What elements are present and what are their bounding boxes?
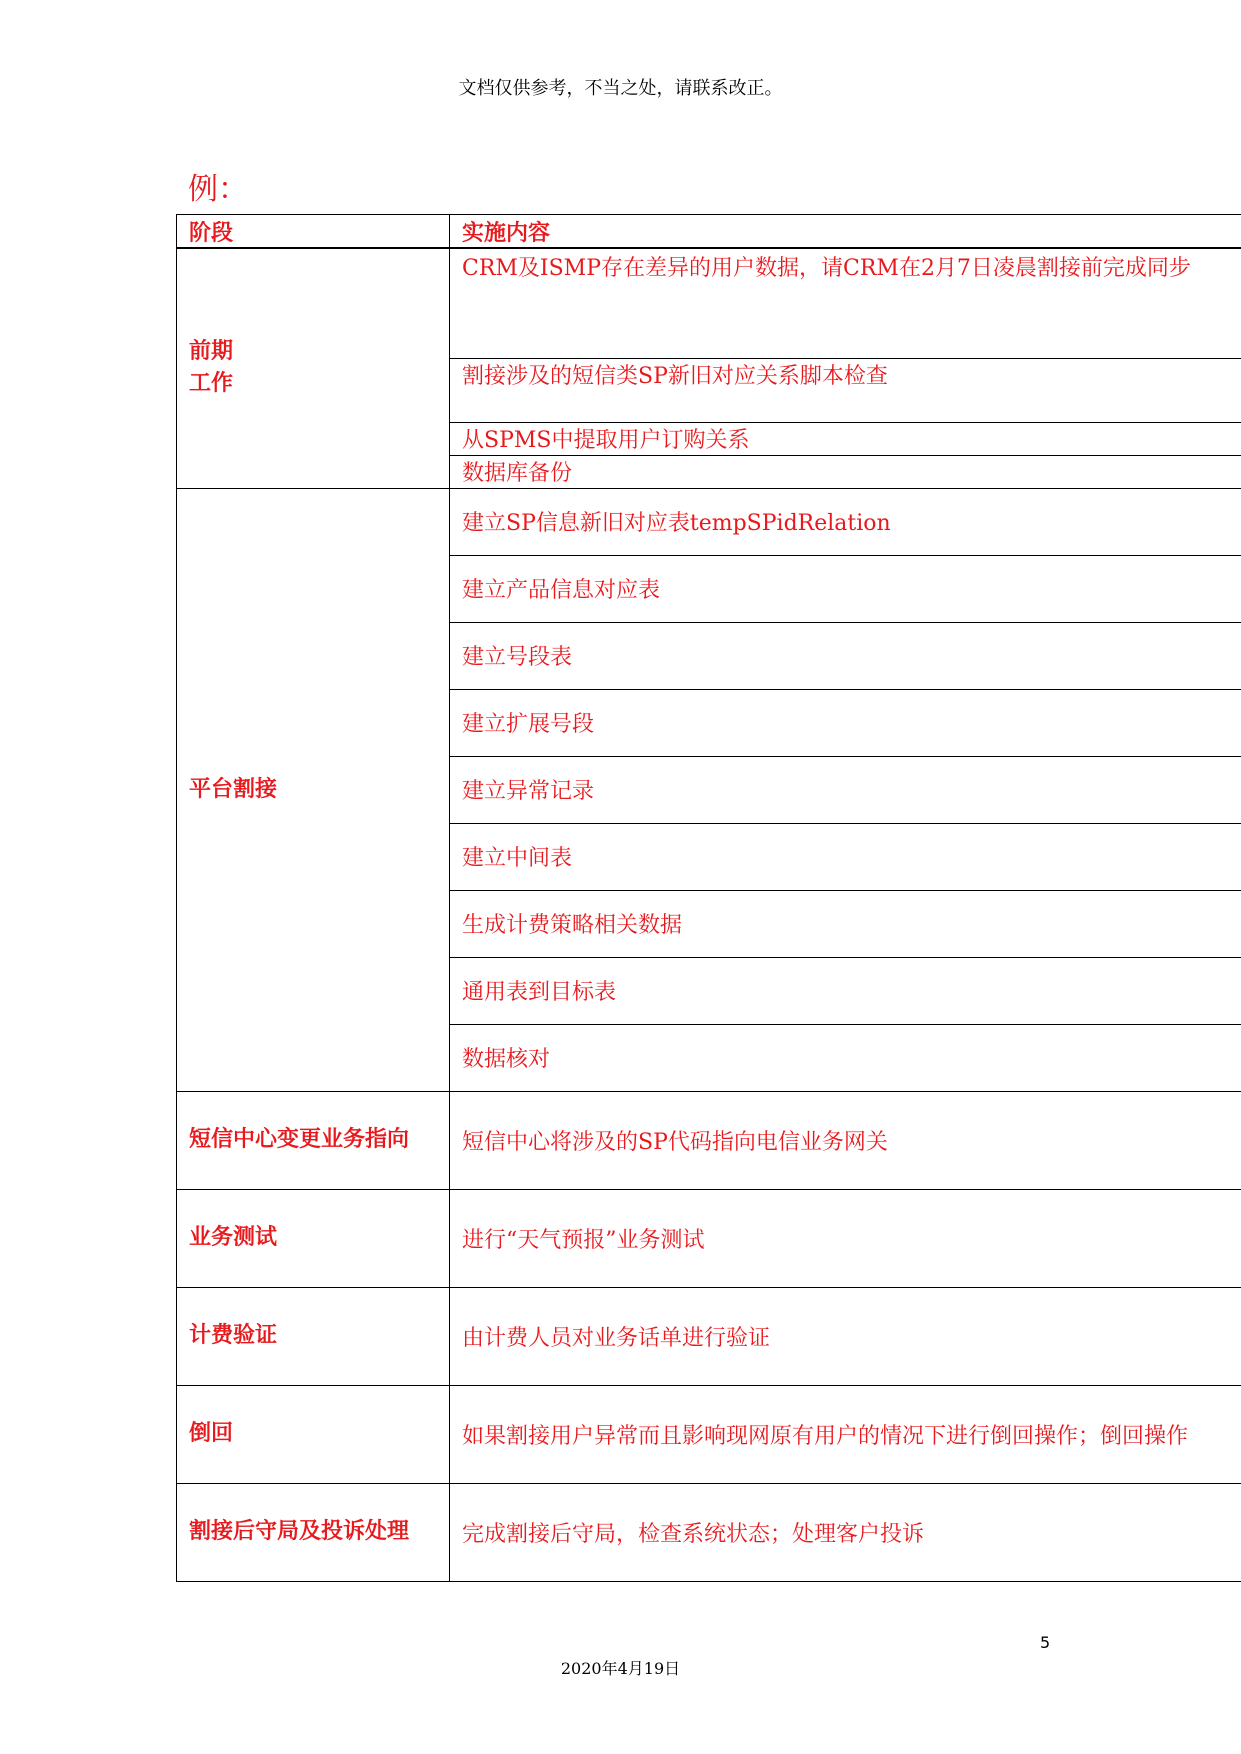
task-cell: 完成割接后守局，检查系统状态；处理客户投诉 [450, 1483, 1241, 1581]
task-cell: 短信中心将涉及的SP代码指向电信业务网关 [450, 1091, 1241, 1189]
task-cell: 建立号段表 [450, 622, 1241, 689]
task-text: 建立SP信息新旧对应表tempSPidRelation [462, 511, 891, 536]
header-content: 实施内容 [450, 215, 1241, 249]
table-row [177, 1385, 1241, 1483]
task-cell: 数据核对 [450, 1024, 1241, 1091]
task-cell: 建立产品信息对应表 [450, 555, 1241, 622]
task-cell: 进行“天气预报”业务测试 [450, 1189, 1241, 1287]
stage-billing-check: 计费验证 [177, 1287, 450, 1385]
task-cell: 通用表到目标表 [450, 957, 1241, 1024]
stage-preparation: 前期 工作 [177, 248, 450, 488]
table-row [177, 1091, 1241, 1189]
task-cell: CRM及ISMP存在差异的用户数据，请CRM在2月7日凌晨割接前完成同步 [450, 248, 1241, 358]
stage-platform-cutover: 平台割接 [177, 488, 450, 1091]
table-row [177, 488, 1241, 555]
stage-post-cutover: 割接后守局及投诉处理 [177, 1483, 450, 1581]
task-cell: 建立中间表 [450, 823, 1241, 890]
task-cell: 如果割接用户异常而且影响现网原有用户的情况下进行倒回操作；倒回操作 [450, 1385, 1241, 1483]
task-cell: 建立扩展号段 [450, 689, 1241, 756]
table-row [177, 1189, 1241, 1287]
task-cell: 割接涉及的短信类SP新旧对应关系脚本检查 [450, 358, 1241, 422]
page-number: 5 [1040, 1633, 1051, 1652]
example-label: 例： [188, 172, 248, 207]
task-cell: 建立异常记录 [450, 756, 1241, 823]
task-cell: 从SPMS中提取用户订购关系 [450, 422, 1241, 455]
stage-sms-center: 短信中心变更业务指向 [177, 1091, 450, 1189]
header-disclaimer: 文档仅供参考，不当之处，请联系改正。 [458, 78, 783, 99]
cutover-plan-table [176, 214, 1241, 1582]
header-stage: 阶段 [177, 215, 450, 249]
table-row [177, 248, 1241, 358]
stage-business-test: 业务测试 [177, 1189, 450, 1287]
task-cell: 生成计费策略相关数据 [450, 890, 1241, 957]
table-header-row [177, 215, 1241, 249]
task-cell: 由计费人员对业务话单进行验证 [450, 1287, 1241, 1385]
task-cell: 数据库备份 [450, 455, 1241, 488]
stage-rollback: 倒回 [177, 1385, 450, 1483]
table-row [177, 1287, 1241, 1385]
task-cell [450, 488, 1241, 555]
footer-date: 2020年4月19日 [560, 1659, 681, 1678]
table-row [177, 1483, 1241, 1581]
